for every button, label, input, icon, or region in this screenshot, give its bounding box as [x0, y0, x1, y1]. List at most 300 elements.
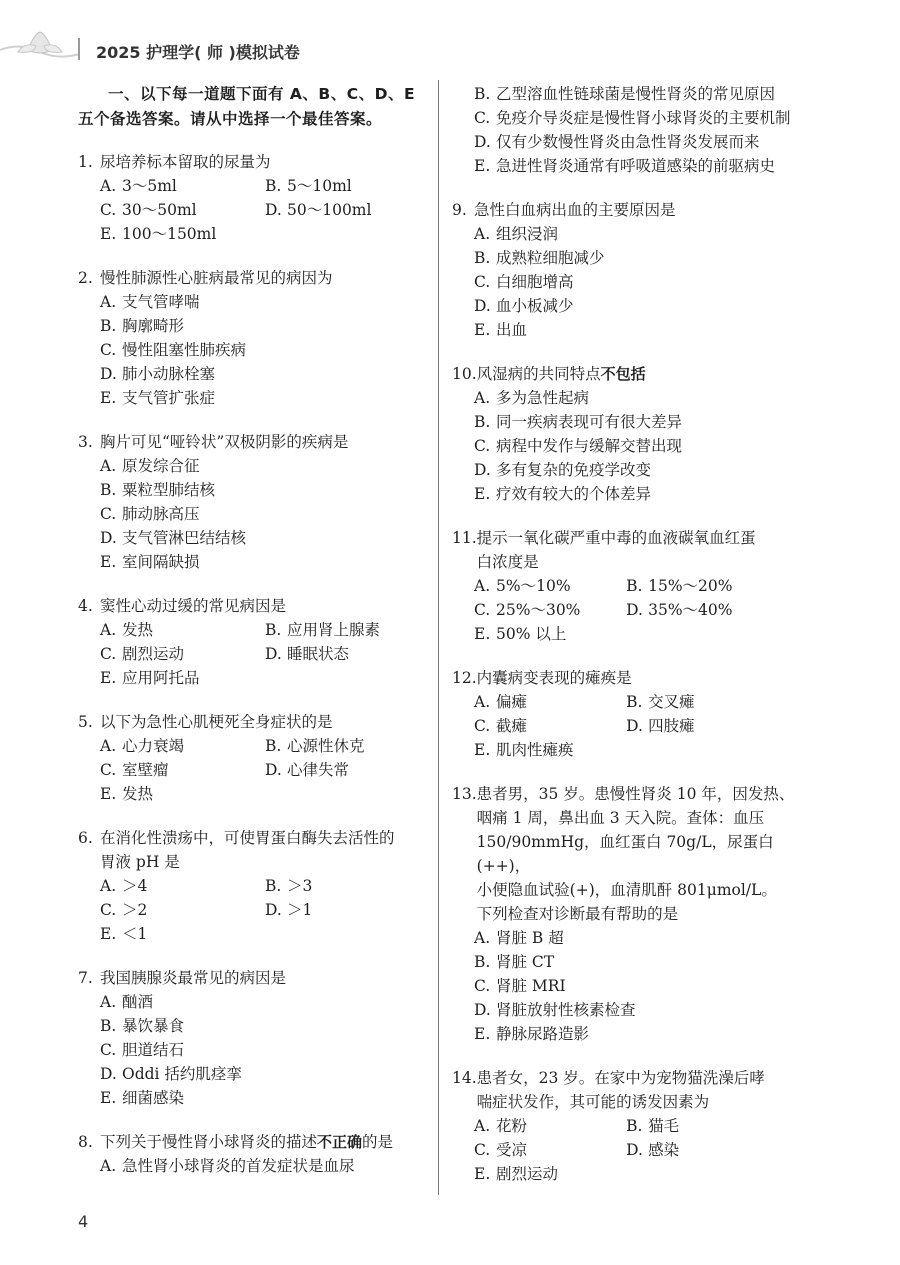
- emphasis-text: 不正确: [317, 1133, 363, 1151]
- option-text: 细菌感染: [122, 1089, 185, 1107]
- option-letter: B.: [626, 577, 643, 595]
- answer-option: [474, 1114, 626, 1138]
- question-number: 6.: [78, 829, 93, 847]
- option-letter: A.: [474, 577, 491, 595]
- question-text: [100, 430, 430, 454]
- question-text: [477, 1066, 812, 1114]
- answer-option: [474, 998, 812, 1022]
- answer-option: [626, 1138, 778, 1162]
- answer-option: [265, 898, 430, 922]
- answer-option: [265, 874, 430, 898]
- answer-option: [100, 314, 430, 338]
- option-letter: D.: [474, 1001, 491, 1019]
- question-stem: [452, 782, 812, 926]
- answer-option: [100, 874, 265, 898]
- option-text: 出血: [496, 321, 528, 339]
- option-letter: A.: [474, 929, 491, 947]
- question-text-part: 的是: [362, 1133, 394, 1151]
- option-letter: B.: [626, 693, 643, 711]
- answer-option: [265, 642, 430, 666]
- answer-option: [474, 106, 812, 130]
- option-letter: E.: [100, 553, 117, 571]
- answer-option: [100, 198, 265, 222]
- option-text: 肌肉性瘫痪: [496, 741, 574, 759]
- option-letter: B.: [474, 249, 491, 267]
- option-letter: D.: [474, 133, 491, 151]
- answer-option: [474, 410, 812, 434]
- question-text: [100, 594, 430, 618]
- option-letter: D.: [265, 645, 282, 663]
- option-letter: A.: [100, 621, 117, 639]
- option-text: 支气管扩张症: [122, 389, 216, 407]
- question-stem: [78, 266, 430, 290]
- option-text: 肾脏 CT: [496, 953, 555, 971]
- option-letter: B.: [265, 737, 282, 755]
- question-block: [78, 966, 430, 1110]
- option-letter: D.: [265, 201, 282, 219]
- answer-option: [474, 950, 812, 974]
- option-text: 急进性肾炎通常有呼吸道感染的前驱病史: [496, 157, 776, 175]
- question-stem: [78, 1130, 430, 1154]
- option-letter: A.: [474, 693, 491, 711]
- answer-option: [100, 758, 265, 782]
- question-number: 1.: [78, 153, 93, 171]
- option-text: 50% 以上: [496, 625, 567, 643]
- option-text: 多为急性起病: [496, 389, 590, 407]
- option-letter: C.: [474, 601, 491, 619]
- option-text: 乙型溶血性链球菌是慢性肾炎的常见原因: [496, 85, 776, 103]
- emphasis-text: 不包括: [600, 365, 646, 383]
- answer-option: [100, 222, 265, 246]
- option-letter: C.: [100, 505, 117, 523]
- question-text-line: 患者女，23 岁。在家中为宠物猫洗澡后哮: [476, 1069, 765, 1087]
- question-text: [100, 710, 430, 734]
- answer-option: [474, 1162, 626, 1186]
- options-list: [452, 386, 812, 506]
- question-text-line: 在消化性溃疡中，可使胃蛋白酶失去活性的: [100, 829, 395, 847]
- question-text: [477, 362, 812, 386]
- question-number: 14.: [452, 1069, 477, 1087]
- option-letter: C.: [100, 645, 117, 663]
- question-text: [100, 150, 430, 174]
- answer-option: [100, 1086, 430, 1110]
- question-number: 13.: [452, 785, 477, 803]
- option-letter: B.: [626, 1117, 643, 1135]
- option-text: 交叉瘫: [648, 693, 695, 711]
- answer-option: [100, 386, 430, 410]
- question-number: 8.: [78, 1133, 93, 1151]
- answer-option: [474, 738, 626, 762]
- question-text-line: 咽痛 1 周，鼻出血 3 天入院。查体：血压: [476, 809, 765, 827]
- answer-option: [474, 294, 812, 318]
- answer-option: [100, 550, 430, 574]
- answer-option: [100, 1154, 430, 1178]
- question-stem: [452, 666, 812, 690]
- answer-option: [100, 1038, 430, 1062]
- question-number: 7.: [78, 969, 93, 987]
- question-text: [477, 782, 812, 926]
- option-text: 肾脏 B 超: [496, 929, 564, 947]
- options-list: [452, 926, 812, 1046]
- question-text-line: 胃液 pH 是: [100, 853, 180, 871]
- answer-option: [626, 1114, 778, 1138]
- question-number: 3.: [78, 433, 93, 451]
- option-letter: D.: [626, 1141, 643, 1159]
- answer-option: [100, 338, 430, 362]
- option-letter: B.: [474, 85, 491, 103]
- question-block: [78, 1130, 430, 1178]
- question-text-line: 下列检查对诊断最有帮助的是: [476, 905, 679, 923]
- option-text: 25%～30%: [496, 601, 581, 619]
- option-letter: C.: [474, 1141, 491, 1159]
- question-block: [78, 266, 430, 410]
- question-block: [78, 710, 430, 806]
- answer-option: [100, 1014, 430, 1038]
- answer-option: [100, 618, 265, 642]
- option-letter: A.: [100, 737, 117, 755]
- answer-option: [265, 198, 430, 222]
- answer-option: [474, 714, 626, 738]
- answer-option: [474, 82, 812, 106]
- option-text: 3～5ml: [122, 177, 177, 195]
- option-letter: C.: [474, 109, 491, 127]
- option-text: 胸廓畸形: [122, 317, 185, 335]
- question-text: [477, 526, 812, 574]
- answer-option: [100, 782, 265, 806]
- question-block: [452, 666, 812, 762]
- option-letter: E.: [100, 389, 117, 407]
- answer-option: [474, 482, 812, 506]
- option-letter: D.: [100, 529, 117, 547]
- answer-option: [474, 690, 626, 714]
- question-text-line: 内囊病变表现的瘫痪是: [476, 669, 632, 687]
- option-letter: A.: [100, 993, 117, 1011]
- answer-option: [474, 974, 812, 998]
- option-letter: E.: [474, 157, 491, 175]
- answer-option: [626, 714, 778, 738]
- question-number: 12.: [452, 669, 477, 687]
- option-letter: C.: [100, 1041, 117, 1059]
- options-list: [452, 1114, 812, 1186]
- question-number: 10.: [452, 365, 477, 383]
- option-text: 受凉: [496, 1141, 528, 1159]
- question-stem: [78, 150, 430, 174]
- answer-option: [474, 386, 812, 410]
- option-letter: D.: [100, 1065, 117, 1083]
- question-text-line: 提示一氧化碳严重中毒的血液碳氧血红蛋: [476, 529, 756, 547]
- option-letter: E.: [474, 321, 491, 339]
- answer-option: [265, 174, 430, 198]
- header-separator: [78, 38, 80, 60]
- option-text: ＞1: [287, 901, 313, 919]
- answer-option: [265, 758, 430, 782]
- answer-option: [474, 926, 812, 950]
- answer-option: [100, 1062, 430, 1086]
- options-list: [452, 574, 812, 646]
- answer-option: [626, 574, 778, 598]
- options-list: [78, 1154, 430, 1178]
- question-text: [100, 266, 430, 290]
- option-text: 组织浸润: [496, 225, 559, 243]
- answer-option: [474, 222, 812, 246]
- option-letter: D.: [265, 901, 282, 919]
- answer-option: [265, 618, 430, 642]
- option-letter: E.: [474, 485, 491, 503]
- answer-option: [474, 458, 812, 482]
- question-block: [452, 526, 812, 646]
- option-text: ＞3: [287, 877, 313, 895]
- answer-option: [474, 622, 626, 646]
- option-letter: D.: [265, 761, 282, 779]
- option-text: 心力衰竭: [122, 737, 185, 755]
- option-letter: C.: [100, 761, 117, 779]
- question-text: [474, 198, 812, 222]
- question-stem: [78, 826, 430, 874]
- options-list: [78, 290, 430, 410]
- option-letter: E.: [474, 741, 491, 759]
- option-text: 急性肾小球肾炎的首发症状是血尿: [122, 1157, 355, 1175]
- option-text: 室壁瘤: [122, 761, 169, 779]
- option-text: 免疫介导炎症是慢性肾小球肾炎的主要机制: [496, 109, 791, 127]
- question-stem: [452, 362, 812, 386]
- option-text: 截瘫: [496, 717, 528, 735]
- option-letter: C.: [474, 977, 491, 995]
- option-letter: C.: [100, 341, 117, 359]
- question-text-line: 尿培养标本留取的尿量为: [100, 153, 271, 171]
- option-text: 50～100ml: [287, 201, 372, 219]
- question-number: 4.: [78, 597, 93, 615]
- question-text: [100, 966, 430, 990]
- option-letter: B.: [100, 481, 117, 499]
- option-text: 多有复杂的免疫学改变: [496, 461, 652, 479]
- question-block: [452, 362, 812, 506]
- answer-option: [474, 598, 626, 622]
- options-list: [452, 82, 812, 178]
- question-text-line: 我国胰腺炎最常见的病因是: [100, 969, 287, 987]
- question-block: [78, 826, 430, 946]
- option-letter: E.: [474, 1025, 491, 1043]
- option-text: 15%～20%: [648, 577, 733, 595]
- option-letter: B.: [265, 877, 282, 895]
- option-text: 病程中发作与缓解交替出现: [496, 437, 683, 455]
- question-block: [452, 782, 812, 1046]
- question-number: 9.: [452, 201, 467, 219]
- option-letter: D.: [626, 601, 643, 619]
- option-text: 5%～10%: [496, 577, 571, 595]
- option-letter: E.: [474, 625, 491, 643]
- options-list: [452, 222, 812, 342]
- question-stem: [452, 198, 812, 222]
- option-letter: E.: [474, 1165, 491, 1183]
- option-text: 疗效有较大的个体差异: [496, 485, 652, 503]
- question-text: [100, 1130, 430, 1154]
- option-letter: E.: [100, 1089, 117, 1107]
- answer-option: [474, 130, 812, 154]
- question-block: [78, 594, 430, 690]
- option-letter: D.: [626, 717, 643, 735]
- option-text: 100～150ml: [122, 225, 217, 243]
- question-block: [78, 150, 430, 246]
- option-text: 偏瘫: [496, 693, 528, 711]
- question-text-line: 白浓度是: [476, 553, 539, 571]
- question-stem: [78, 430, 430, 454]
- option-letter: B.: [474, 413, 491, 431]
- option-letter: B.: [100, 317, 117, 335]
- option-letter: A.: [474, 1117, 491, 1135]
- question-block: [452, 1066, 812, 1186]
- option-text: 猫毛: [648, 1117, 680, 1135]
- options-list: [78, 174, 430, 246]
- right-column: [452, 82, 812, 1206]
- question-stem: [452, 1066, 812, 1114]
- question-text-part: 风湿病的共同特点: [476, 365, 601, 383]
- option-text: 支气管哮喘: [122, 293, 200, 311]
- page-header: [0, 28, 900, 68]
- option-letter: A.: [474, 225, 491, 243]
- options-list: [78, 618, 430, 690]
- question-number: 5.: [78, 713, 93, 731]
- question-block-continued: [452, 82, 812, 178]
- answer-option: [100, 642, 265, 666]
- question-text-line: 150/90mmHg，血红蛋白 70g/L，尿蛋白(++)，: [476, 833, 774, 875]
- option-text: 静脉尿路造影: [496, 1025, 590, 1043]
- question-number: 2.: [78, 269, 93, 287]
- option-letter: E.: [100, 925, 117, 943]
- answer-option: [100, 526, 430, 550]
- option-letter: D.: [474, 297, 491, 315]
- option-letter: C.: [100, 201, 117, 219]
- options-list: [78, 990, 430, 1110]
- answer-option: [265, 734, 430, 758]
- option-text: 30～50ml: [122, 201, 197, 219]
- option-text: 四肢瘫: [648, 717, 695, 735]
- question-text-line: 急性白血病出血的主要原因是: [474, 201, 676, 219]
- answer-option: [100, 362, 430, 386]
- option-letter: A.: [100, 877, 117, 895]
- options-list: [78, 874, 430, 946]
- page-number: 4: [78, 1212, 89, 1231]
- option-text: 粟粒型肺结核: [122, 481, 216, 499]
- column-divider: [438, 80, 439, 1195]
- answer-option: [100, 990, 430, 1014]
- option-text: 应用阿托品: [122, 669, 200, 687]
- option-letter: C.: [100, 901, 117, 919]
- answer-option: [100, 898, 265, 922]
- option-letter: A.: [100, 293, 117, 311]
- question-text-line: 以下为急性心肌梗死全身症状的是: [100, 713, 333, 731]
- option-text: 胆道结石: [122, 1041, 185, 1059]
- options-list: [78, 734, 430, 806]
- answer-option: [474, 246, 812, 270]
- option-text: 酗酒: [122, 993, 154, 1011]
- question-text-line: 患者男，35 岁。患慢性肾炎 10 年，因发热、: [476, 785, 795, 803]
- option-text: 心律失常: [287, 761, 350, 779]
- question-block: [78, 430, 430, 574]
- option-text: 支气管淋巴结结核: [122, 529, 247, 547]
- option-letter: A.: [474, 389, 491, 407]
- option-letter: E.: [100, 785, 117, 803]
- answer-option: [100, 478, 430, 502]
- option-text: 花粉: [496, 1117, 528, 1135]
- question-number: 11.: [452, 529, 477, 547]
- option-letter: B.: [265, 177, 282, 195]
- answer-option: [474, 1022, 812, 1046]
- question-block: [452, 198, 812, 342]
- option-letter: E.: [100, 669, 117, 687]
- lotus-logo-icon: [0, 28, 80, 68]
- answer-option: [474, 574, 626, 598]
- question-text-line: 窦性心动过缓的常见病因是: [100, 597, 287, 615]
- options-list: [452, 690, 812, 762]
- option-text: 原发综合征: [122, 457, 200, 475]
- option-text: ＜1: [122, 925, 148, 943]
- option-text: 肺动脉高压: [122, 505, 200, 523]
- option-letter: B.: [100, 1017, 117, 1035]
- option-text: 发热: [122, 621, 154, 639]
- left-column: [78, 82, 430, 1178]
- answer-option: [626, 598, 778, 622]
- question-stem: [452, 526, 812, 574]
- option-text: 仅有少数慢性肾炎由急性肾炎发展而来: [496, 133, 760, 151]
- answer-option: [626, 690, 778, 714]
- option-letter: C.: [474, 717, 491, 735]
- option-text: 应用肾上腺素: [287, 621, 381, 639]
- answer-option: [100, 922, 265, 946]
- section-heading: 一、以下每一道题下面有 A、B、C、D、E 五个备选答案。请从中选择一个最佳答案。: [78, 85, 416, 128]
- question-text: [477, 666, 812, 690]
- answer-option: [474, 1138, 626, 1162]
- option-letter: A.: [100, 1157, 117, 1175]
- options-list: [78, 454, 430, 574]
- answer-option: [100, 454, 430, 478]
- option-letter: C.: [474, 437, 491, 455]
- answer-option: [100, 290, 430, 314]
- option-letter: B.: [474, 953, 491, 971]
- option-text: 白细胞增高: [496, 273, 574, 291]
- question-text-part: 下列关于慢性肾小球肾炎的描述: [100, 1133, 318, 1151]
- question-stem: [78, 594, 430, 618]
- option-text: ＞4: [122, 877, 148, 895]
- question-text-line: 小便隐血试验(+)，血清肌酐 801μmol/L。: [476, 881, 777, 899]
- option-letter: D.: [474, 461, 491, 479]
- option-text: 剧烈运动: [496, 1165, 559, 1183]
- option-text: 血小板减少: [496, 297, 574, 315]
- option-letter: A.: [100, 457, 117, 475]
- answer-option: [100, 174, 265, 198]
- option-text: 肾脏放射性核素检查: [496, 1001, 636, 1019]
- answer-option: [100, 734, 265, 758]
- question-stem: [78, 966, 430, 990]
- option-text: 发热: [122, 785, 154, 803]
- question-text-line: 胸片可见“哑铃状”双极阴影的疾病是: [100, 433, 349, 451]
- option-text: 心源性休克: [287, 737, 365, 755]
- option-text: 5～10ml: [287, 177, 352, 195]
- answer-option: [474, 318, 812, 342]
- answer-option: [474, 270, 812, 294]
- answer-option: [474, 434, 812, 458]
- option-letter: A.: [100, 177, 117, 195]
- option-letter: C.: [474, 273, 491, 291]
- option-text: 剧烈运动: [122, 645, 185, 663]
- answer-option: [474, 154, 812, 178]
- option-letter: D.: [100, 365, 117, 383]
- question-text-line: 喘症状发作，其可能的诱发因素为: [476, 1093, 710, 1111]
- option-text: 35%～40%: [648, 601, 733, 619]
- option-text: Oddi 括约肌痉挛: [122, 1065, 242, 1083]
- option-text: 肺小动脉栓塞: [122, 365, 216, 383]
- option-text: ＞2: [122, 901, 148, 919]
- question-stem: [78, 710, 430, 734]
